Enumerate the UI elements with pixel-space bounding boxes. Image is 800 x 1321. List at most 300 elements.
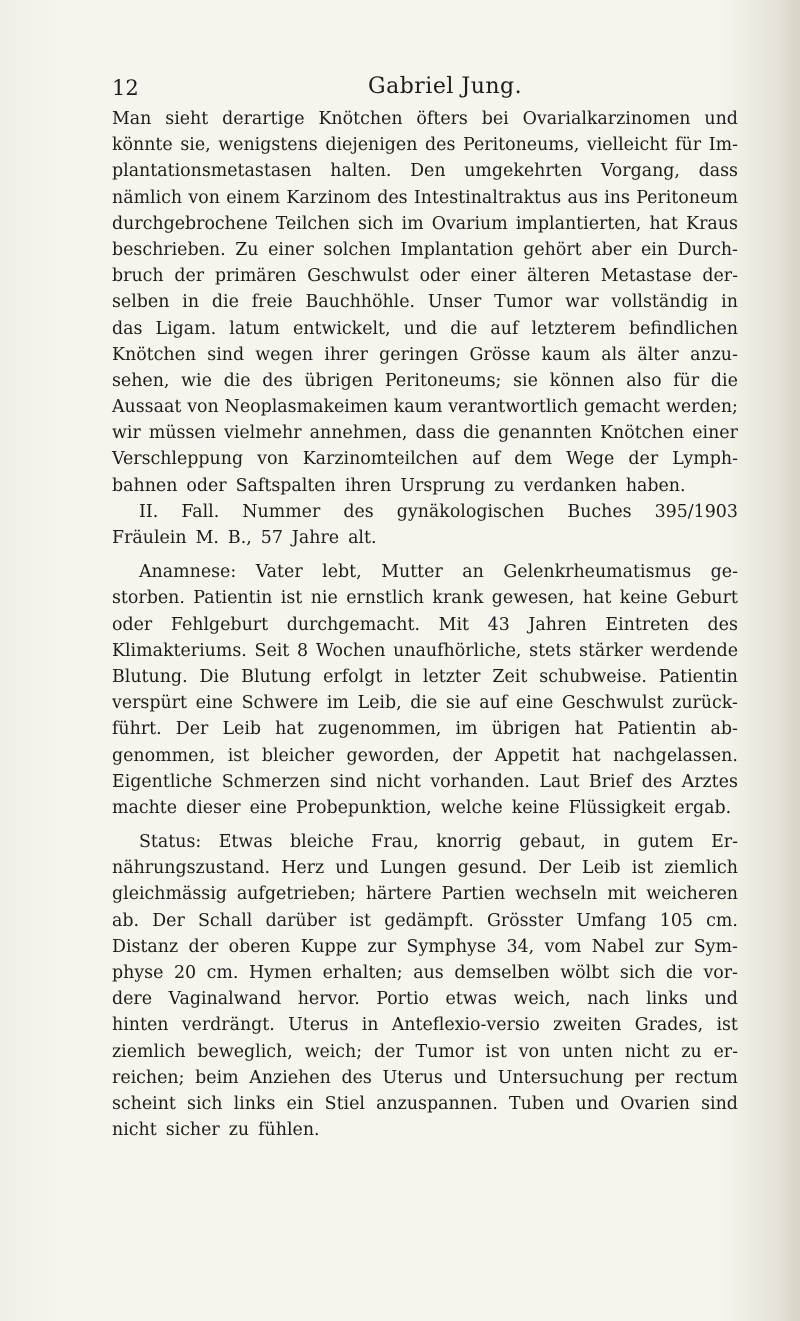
page-number: 12 [112,76,139,100]
word: schubweise. [539,666,647,687]
word: genommen, [112,745,216,766]
word: cm. [706,910,738,931]
word: Blutung. [112,666,188,687]
word: oberen [228,936,291,957]
word: Vater [255,562,303,583]
word: als [601,344,627,365]
word: Blutung [241,666,312,687]
word: gewesen, [491,588,575,609]
text-line [112,1117,738,1143]
word: Ligam. [155,318,217,339]
word: Jahren [528,614,587,635]
word: Anteflexio-versio [391,1015,540,1036]
word: verdanken [523,475,617,496]
word: sie [513,370,538,391]
body-text [112,106,738,1143]
word: Grades, [634,1015,704,1036]
word: sicher [165,1120,220,1141]
word: im [326,693,349,714]
word: Intestinaltraktus [413,187,562,208]
word: eine [249,797,287,818]
running-head: Gabriel Jung. [368,74,523,99]
word: Leib [582,858,621,879]
word: nie [310,588,338,609]
word: anzu- [690,344,738,365]
word: Partien [441,884,506,905]
word: ein [640,239,669,260]
text-line [112,158,738,184]
word: gutem [637,832,694,853]
word: eine [195,693,233,714]
word: führt. [112,719,162,740]
word: stets [529,640,572,661]
word: härtere [365,884,432,905]
word: in [394,666,411,687]
word: ist [485,1041,507,1062]
word: vor- [703,963,738,983]
word: ist [716,1015,738,1036]
text-line [112,743,738,769]
text-line [112,585,738,611]
text-line [112,237,738,263]
word: werdende [650,640,738,661]
word: ist [227,745,250,766]
word: die [410,693,438,714]
word: Fräulein [112,528,187,548]
word: bleicher [261,745,334,766]
word: er- [713,1041,738,1062]
word: ziemlich [664,858,738,879]
text-line [112,394,738,420]
word: II. [139,501,159,522]
word: Wege [566,449,615,470]
word: und [335,858,369,879]
word: links [233,1093,276,1114]
word: Aussaat [112,397,182,418]
word: derartige [222,109,305,129]
word: keine [619,588,668,609]
word: für [675,135,702,156]
word: ab. [112,910,140,931]
word: weicheren [646,884,738,905]
word: aus [567,187,598,208]
word: vorhanden. [430,771,530,792]
word: Ovarium [431,213,508,234]
word: 105 [659,910,693,931]
word: bruch [112,266,164,287]
word: Schmerzen [221,771,321,792]
word: umgekehrten [464,161,583,182]
word: des [707,614,738,635]
word: ins [604,187,630,208]
word: die [211,292,239,313]
word: ernstlich [346,588,424,609]
word: erhalten; [322,963,403,983]
word: ist [349,910,372,931]
word: der [373,1041,404,1062]
word: zu [494,475,515,496]
word: Man [112,109,152,129]
word: Frau, [371,832,419,853]
word: gleichmässig [112,884,227,905]
word: sehen, [112,370,170,391]
word: Leib [222,719,262,740]
text-line [112,795,738,821]
word: die [450,318,478,339]
word: sind [207,344,245,365]
word: zur [654,936,684,957]
word: weich; [304,1041,363,1062]
text-line [112,881,738,907]
text-line [112,960,738,986]
word: 20 [173,963,197,983]
page-header [112,72,730,108]
word: befindlichen [628,318,738,339]
word: Eintreten [605,614,689,635]
word: nicht [624,1041,670,1062]
word: reichen; [112,1067,185,1088]
word: letzter [422,666,481,687]
word: Patientin [658,666,738,687]
word: wegen [255,344,314,365]
word: Teilchen [275,213,350,234]
word: eine [515,693,554,714]
word: gehört [523,239,582,260]
word: genannten [498,423,592,444]
text-line [112,1012,738,1038]
word: Ursprung [400,475,486,496]
word: und [575,1093,610,1114]
word: Der [175,719,209,740]
word: müssen [148,423,216,444]
paragraph [112,559,738,821]
word: Vaginalwand [168,989,282,1010]
word: aber [591,239,632,260]
word: Grösster [486,910,564,931]
word: übrigen [491,719,561,740]
word: war [565,292,599,313]
word: nährungszustand. [112,858,271,879]
word: 34, [506,936,535,957]
word: gedämpft. [384,910,474,931]
word: Tumor [494,292,553,313]
word: lebt, [322,562,362,583]
word: nicht [112,1120,157,1141]
word: ziemlich [112,1041,186,1062]
word: zu [681,1041,702,1062]
word: demselben [454,963,550,983]
word: im [401,213,424,234]
word: ist [280,588,303,609]
word: scheint [112,1093,176,1114]
word: unaufhörliche, [393,640,522,661]
word: Wochen [315,640,386,661]
word: Geschwulst [307,266,409,287]
word: Tumor [415,1041,474,1062]
word: storben. [112,588,185,609]
word: Verschleppung [112,449,244,470]
text-line [112,211,738,237]
word: annehmen, [309,423,408,444]
word: Neoplasmakeimen [224,397,388,418]
word: Er- [711,832,738,853]
word: auf [479,693,508,714]
word: etwas [445,989,497,1010]
paragraph [112,829,738,1143]
text-line [112,316,738,342]
text-line [112,1065,738,1091]
word: zu [228,1120,250,1141]
word: beim [195,1067,239,1088]
word: Patientin [617,719,697,740]
word: 8 [297,640,309,661]
word: sind [329,771,367,792]
word: und [453,1067,488,1088]
word: geringen [379,344,459,365]
word: Vorgang, [600,161,680,182]
word: des [425,135,456,156]
word: anzuspannen. [376,1093,498,1114]
word: Gelenkrheumatismus [503,562,692,583]
word: kaum [393,397,443,418]
text-line [112,525,738,551]
word: Der [538,858,571,879]
word: in [721,292,738,313]
word: darüber [265,910,337,931]
word: wenigstens [218,135,318,156]
word: wir [112,423,141,444]
text-line [112,612,738,638]
word: im [455,719,478,740]
word: plantationsmetastasen [112,161,312,182]
word: in [182,292,200,313]
word: einer [470,266,517,287]
word: Durch- [677,239,738,260]
word: älter [637,344,679,365]
word: gebaut, [519,832,586,853]
word: sie [445,693,471,714]
word: selben [112,292,170,313]
word: von [188,187,220,208]
word: unten [562,1041,613,1062]
word: ist [631,858,654,879]
word: der [174,266,205,287]
word: der [452,745,483,766]
word: und [403,318,438,339]
word: keine [511,797,560,818]
word: Brief [588,771,633,792]
word: oder [112,614,153,635]
text-line [112,829,738,855]
word: Karzinomteilchen [302,449,459,470]
word: werden; [665,397,738,418]
word: knorrig [436,832,502,853]
word: freie [251,292,293,313]
word: Uterus [382,1067,443,1088]
word: latum [229,318,280,339]
word: öfters [416,109,468,129]
word: dieser [186,797,241,818]
word: das [112,318,143,339]
word: kaum [541,344,591,365]
text-line [112,473,738,499]
word: Schwere [241,693,319,714]
word: und [704,109,738,129]
word: Untersuchung [497,1067,624,1088]
word: Jahre [291,528,340,548]
word: Anamnese: [139,562,237,583]
word: Lungen [380,858,447,879]
word: fühlen. [258,1120,320,1141]
word: einer [268,239,314,260]
word: Symphyse [406,936,497,957]
word: können [549,370,615,391]
word: der [188,936,219,957]
text-line [112,986,738,1012]
word: B., [227,528,252,548]
word: Ovarien [620,1093,691,1114]
text-line [112,289,738,315]
word: Portio [376,989,430,1010]
word: und [704,989,738,1010]
word: zurück- [672,693,738,714]
word: auf [490,318,519,339]
word: Den [410,161,446,182]
word: einer [692,423,738,444]
word: übrigen [304,370,374,391]
word: Kuppe [300,936,358,957]
word: Kraus [686,213,738,234]
word: Status: [139,832,202,853]
word: vollständig [611,292,709,313]
word: letzterem [531,318,616,339]
word: hinten [112,1015,169,1036]
word: für [673,370,700,391]
word: haben. [625,475,686,496]
word: sich [187,1093,223,1114]
word: durchgebrochene [112,213,268,234]
word: ihren [344,475,392,496]
word: sieht [165,109,209,129]
word: älteren [526,266,590,287]
word: Geburt [676,588,738,609]
word: Mit [438,614,470,635]
word: Fehlgeburt [170,614,269,635]
text-line [112,342,738,368]
word: Arztes [681,771,738,792]
word: dem [514,449,553,470]
word: 395/1903 [654,501,738,522]
word: auf [472,449,501,470]
text-line [112,855,738,881]
text-line [112,1091,738,1117]
word: nachgelassen. [613,745,738,766]
word: in [603,832,621,853]
word: Implantation [400,239,514,260]
word: vielleicht [586,135,668,156]
word: Nabel [591,936,645,957]
text-line [112,106,738,132]
paragraph [112,499,738,551]
word: hervor. [297,989,360,1010]
word: Peritoneum [636,187,738,208]
word: bei [481,109,509,129]
paragraph-gap [112,821,738,829]
word: diejenigen [325,135,418,156]
text-line [112,908,738,934]
word: weich, [513,989,571,1010]
word: Zeit [492,666,528,687]
word: einem [226,187,281,208]
word: des [343,501,374,522]
word: dass [415,423,455,444]
word: implantierten, [515,213,642,234]
word: der [628,449,659,470]
word: zugenommen, [317,719,442,740]
text-line [112,638,738,664]
word: gynäkologischen [396,501,545,522]
word: Mutter [381,562,443,583]
word: gesund. [457,858,528,879]
word: hat [582,588,612,609]
word: Laut [539,771,580,792]
word: zweiten [553,1015,622,1036]
word: nach [587,989,630,1010]
word: Karzinom [286,187,371,208]
word: des [377,187,408,208]
word: machte [112,797,178,818]
word: Appetit [494,745,560,766]
text-line [112,368,738,394]
word: Fall. [181,501,220,522]
word: wölbt [560,963,610,983]
word: verantwortlich [448,397,578,418]
text-line [112,690,738,716]
word: ab- [710,719,738,740]
text-line [112,716,738,742]
word: Hymen [249,963,312,983]
word: hat [574,719,604,740]
word: oder [186,475,227,496]
word: Flüssigkeit [568,797,666,818]
word: wie [181,370,212,391]
word: Peritoneums, [463,135,580,156]
word: sich [619,963,656,983]
word: des [262,370,293,391]
word: wechseln [515,884,598,905]
word: vom [544,936,582,957]
word: die [710,370,738,391]
word: ihrer [324,344,368,365]
word: bahnen [112,475,178,496]
word: dere [112,989,153,1010]
word: physe [112,963,164,983]
word: Der [152,910,185,931]
word: Bauchhöhle. [305,292,416,313]
text-line [112,420,738,446]
word: Klimakteriums. [112,640,247,661]
word: von [187,397,219,418]
word: krank [432,588,484,609]
word: Zu [235,239,259,260]
word: die [462,423,490,444]
paragraph [112,106,738,499]
word: Uterus [288,1015,349,1036]
word: beweglich, [197,1041,293,1062]
paragraph-gap [112,551,738,559]
word: M. [195,528,219,548]
text-line [112,499,738,525]
